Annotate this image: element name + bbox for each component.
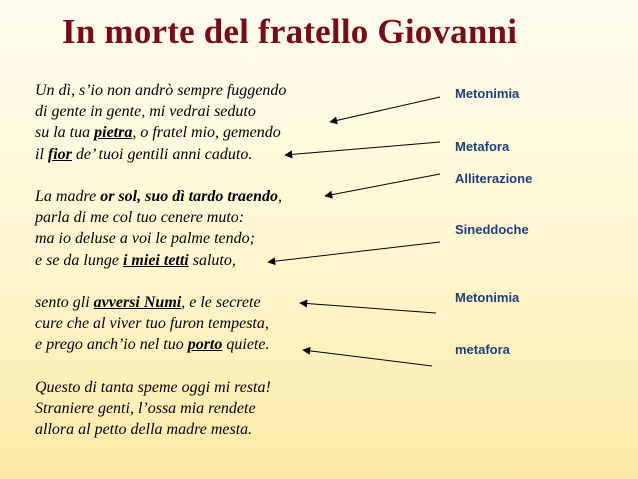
poem-text: Straniere genti, l’ossa mia rendete bbox=[35, 399, 256, 417]
figure-or-sol: or sol, suo dì tardo traendo bbox=[100, 187, 278, 205]
poem-text: e se da lunge bbox=[35, 251, 123, 269]
label-sineddoche: Sineddoche bbox=[455, 222, 529, 237]
poem-text: saluto, bbox=[188, 251, 236, 269]
poem-text: su la tua bbox=[35, 124, 95, 142]
arrow-metafora-1 bbox=[285, 142, 440, 155]
poem-text: de’ tuoi gentili anni caduto. bbox=[71, 145, 253, 163]
poem-text: parla di me col tuo cenere muto: bbox=[35, 209, 245, 227]
arrow-metafora-2 bbox=[303, 350, 432, 366]
arrow-metonimia-1 bbox=[330, 97, 440, 122]
poem-text: di gente in gente, mi vedrai seduto bbox=[35, 103, 256, 121]
arrow-alliterazione bbox=[325, 174, 440, 196]
poem-text: ma io deluse a voi le palme tendo; bbox=[35, 230, 255, 248]
poem-text: quiete. bbox=[222, 336, 270, 354]
label-metonimia-2: Metonimia bbox=[455, 290, 520, 305]
poem-text: allora al petto della madre mesta. bbox=[35, 421, 253, 438]
label-metonimia-1: Metonimia bbox=[455, 86, 520, 101]
poem-text: Questo di tanta speme oggi mi resta! bbox=[35, 378, 271, 396]
poem-text: La madre bbox=[35, 187, 101, 205]
figure-porto: porto bbox=[187, 336, 223, 354]
figure-fior: fior bbox=[47, 145, 72, 163]
poem-text: Un dì, s’io non andrò sempre fuggendo bbox=[35, 82, 287, 99]
label-metafora-2: metafora bbox=[455, 342, 510, 357]
poem-text: , o fratel mio, gemendo bbox=[132, 124, 281, 142]
poem-text: sento gli bbox=[35, 293, 94, 311]
label-alliterazione: Alliterazione bbox=[455, 171, 533, 186]
poem-text: , e le secrete bbox=[181, 293, 261, 311]
poem-text: cure che al viver tuo furon tempesta, bbox=[35, 315, 269, 333]
label-metafora-1: Metafora bbox=[455, 139, 510, 154]
poem-text: , bbox=[278, 187, 282, 205]
arrow-metonimia-2 bbox=[300, 303, 436, 313]
arrow-sineddoche bbox=[268, 242, 440, 262]
figure-pietra: pietra bbox=[94, 124, 133, 142]
poem-text: il bbox=[35, 145, 48, 163]
figure-avversi-numi: avversi Numi bbox=[93, 293, 182, 311]
figure-miei-tetti: i miei tetti bbox=[122, 251, 189, 269]
page-title: In morte del fratello Giovanni bbox=[62, 12, 518, 51]
poem-text: e prego anch’io nel tuo bbox=[35, 336, 188, 354]
